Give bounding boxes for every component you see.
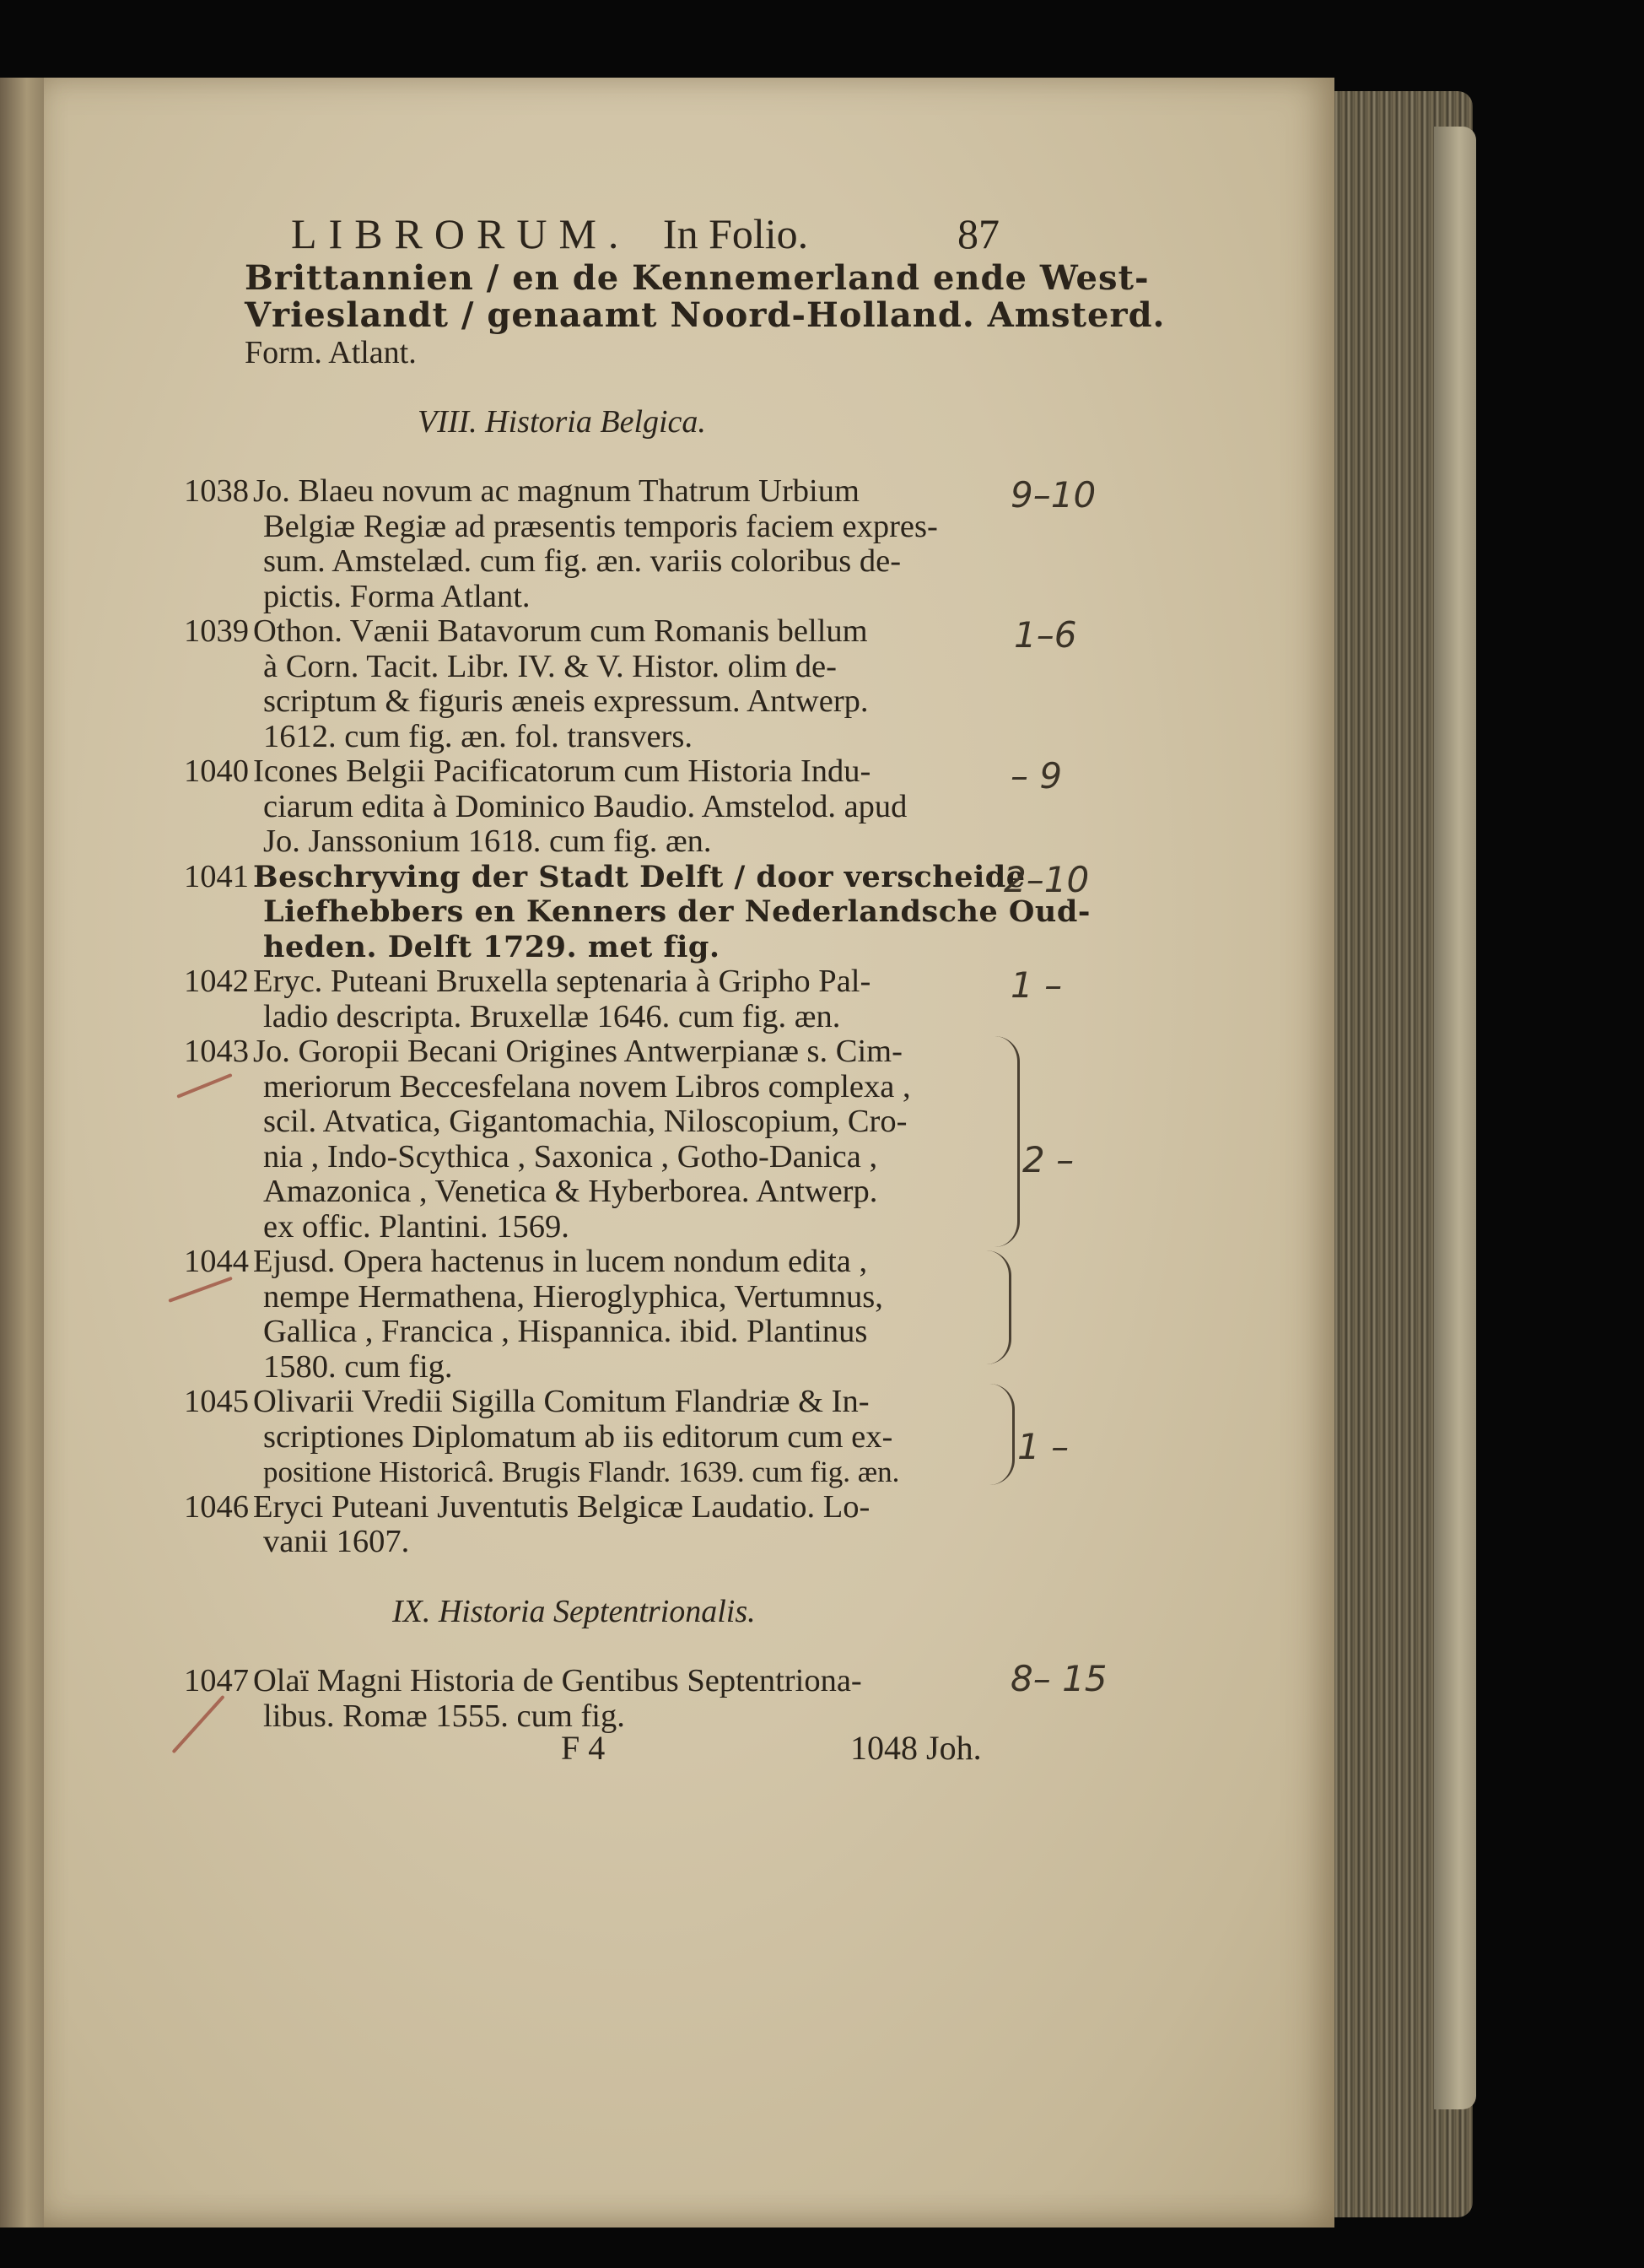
entry-number: 1044 (184, 1244, 249, 1279)
handwritten-price: 1–6 (1014, 614, 1077, 656)
entry-line: Liefhebbers en Kenners der Nederlandsche Oud- (263, 894, 1091, 929)
catchword: 1048 Joh. (850, 1729, 982, 1767)
entry-line: à Corn. Tacit. Libr. IV. & V. Histor. olim de- (263, 648, 837, 684)
entry-line: Beschryving der Stadt Delft / door verscheide (253, 859, 1026, 894)
entry-number: 1042 (184, 964, 249, 999)
entry-number: 1039 (184, 613, 249, 649)
entry-line: Jo. Goropii Becani Origines Antwerpianæ s. Cim- (253, 1034, 903, 1069)
header-section: In Folio. (662, 210, 809, 257)
entry-line: scriptum & figuris æneis expressum. Antwerp. (263, 683, 869, 719)
entry-line: 1612. cum fig. æn. fol. transvers. (263, 718, 693, 754)
entry-number: 1047 (184, 1663, 249, 1698)
handwritten-price: 1 – (1011, 964, 1063, 1006)
entry-line: Eryc. Puteani Bruxella septenaria à Gripho Pal- (253, 964, 871, 999)
entry-line: Belgiæ Regiæ ad præsentis temporis faciem expres- (263, 508, 938, 544)
entry-number: 1040 (184, 753, 249, 789)
entry-line: ciarum edita à Dominico Baudio. Amstelod. apud (263, 788, 908, 824)
catalogue-entry (184, 1490, 1019, 1560)
entry-line: Amazonica , Venetica & Hyberborea. Antwerp. (263, 1174, 878, 1209)
entry-line: nempe Hermathena, Hieroglyphica, Vertumnus, (263, 1278, 883, 1315)
catalogue-entry (184, 1245, 1019, 1385)
handwritten-bracket (989, 1036, 1020, 1247)
handwritten-bracket (985, 1384, 1015, 1485)
entry-number: 1045 (184, 1384, 249, 1419)
entry-line: Olivarii Vredii Sigilla Comitum Flandriæ & In- (253, 1384, 870, 1419)
catalogue-entry (184, 964, 1019, 1034)
entry-line: Ejusd. Opera hactenus in lucem nondum edita , (253, 1244, 868, 1279)
section-heading: IX. Historia Septentrionalis. (392, 1594, 756, 1629)
entry-line: Othon. Vænii Batavorum cum Romanis bellum (253, 613, 868, 649)
entry-line: Olaï Magni Historia de Gentibus Septentriona- (253, 1663, 862, 1698)
section-heading: VIII. Historia Belgica. (418, 404, 706, 440)
continued-line: Brittannien / en de Kennemerland ende West- (245, 258, 1150, 298)
entry-number: 1046 (184, 1488, 249, 1525)
handwritten-price: 2–10 (1004, 859, 1090, 900)
handwritten-price: 2 – (1022, 1139, 1075, 1180)
handwritten-bracket (980, 1250, 1011, 1364)
entry-line: Jo. Janssonium 1618. cum fig. æn. (263, 824, 712, 859)
signature-mark: F 4 (561, 1729, 606, 1767)
catalogue-entry (184, 1385, 1019, 1490)
entry-line: ex offic. Plantini. 1569. (263, 1208, 569, 1245)
handwritten-price: – 9 (1011, 755, 1063, 796)
entry-line: Jo. Blaeu novum ac magnum Thatrum Urbium (253, 473, 860, 509)
handwritten-price: 1 – (1017, 1426, 1070, 1467)
entry-line: sum. Amstelæd. cum fig. æn. variis coloribus de- (263, 543, 902, 579)
entry-number: 1043 (184, 1034, 249, 1069)
handwritten-price: 9–10 (1011, 474, 1097, 516)
entry-line: ladio descripta. Bruxellæ 1646. cum fig. æn. (263, 998, 841, 1034)
entry-number: 1038 (184, 473, 249, 509)
catalogue-entry (184, 754, 1019, 860)
entry-number: 1041 (184, 858, 249, 894)
continued-line: Form. Atlant. (245, 335, 417, 370)
entry-line: positione Historicâ. Brugis Flandr. 1639. cum fig. æn. (263, 1455, 900, 1488)
entry-line: 1580. cum fig. (263, 1348, 453, 1385)
running-header (291, 204, 1016, 263)
continued-entry (245, 258, 1166, 371)
entry-line: Eryci Puteani Juventutis Belgicæ Laudatio. Lo- (253, 1488, 871, 1525)
entry-line: scil. Atvatica, Gigantomachia, Niloscopium, Cro- (263, 1104, 908, 1139)
entry-line: libus. Romæ 1555. cum fig. (263, 1698, 625, 1734)
catalogue-entry (184, 614, 1019, 754)
entry-line: meriorum Beccesfelana novem Libros complexa , (263, 1068, 911, 1104)
entry-line: vanii 1607. (263, 1524, 410, 1559)
entry-line: scriptiones Diplomatum ab iis editorum cum ex- (263, 1418, 893, 1455)
catalogue-entry (184, 1034, 1019, 1245)
entry-line: Icones Belgii Pacificatorum cum Historia Indu- (253, 753, 871, 789)
catalogue-entry (184, 474, 1019, 614)
continued-line: Vrieslandt / genaamt Noord-Holland. Amsterd. (245, 295, 1166, 335)
entry-line: heden. Delft 1729. met fig. (263, 929, 720, 964)
catalogue-entry (184, 1664, 1019, 1734)
handwritten-price: 8– 15 (1011, 1658, 1108, 1699)
entry-line: nia , Indo-Scythica , Saxonica , Gotho-Danica , (263, 1138, 878, 1174)
entry-line: Gallica , Francica , Hispannica. ibid. Plantinus (263, 1314, 868, 1349)
page-number: 87 (957, 210, 1000, 257)
entry-line: pictis. Forma Atlant. (263, 578, 531, 614)
entry-list-septentrionalis (184, 1664, 1019, 1734)
header-title: LIBRORUM. (291, 210, 631, 257)
